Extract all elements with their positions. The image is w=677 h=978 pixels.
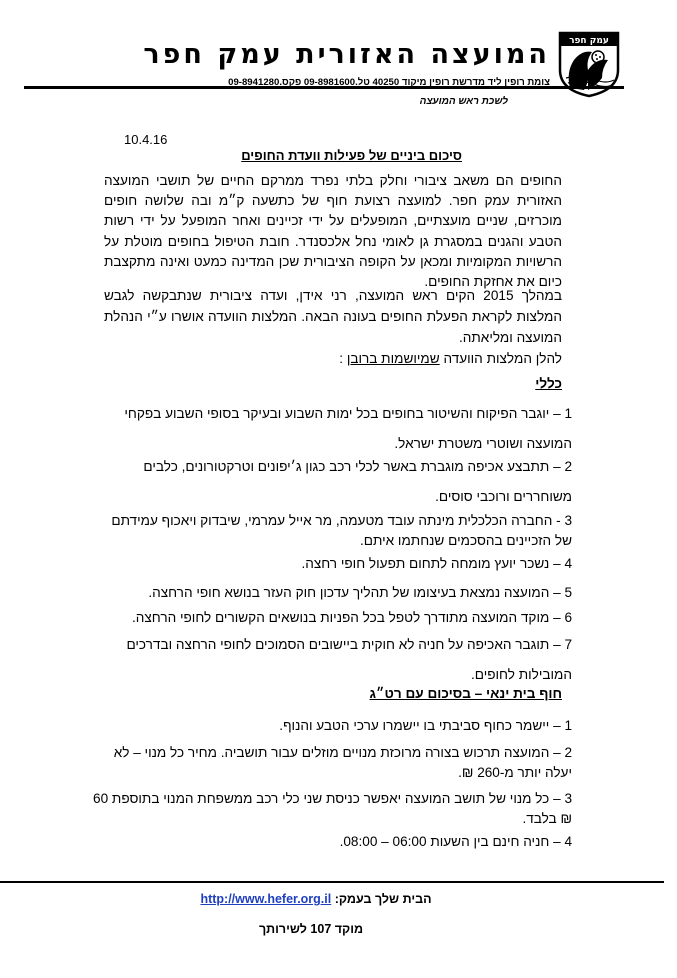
list-item: 2 – תתבצע אכיפה מוגברת באשר לכלי רכב כגון ג׳יפונים וטרקטורונים, כלבים משוחררים ורוכבי סוסים. [143, 459, 572, 504]
document-title: סיכום ביניים של פעילות וועדת החופים [241, 148, 462, 163]
hotline-text: מוקד 107 לשירותך [258, 922, 364, 936]
paragraph-intro: החופים הם משאב ציבורי וחלק בלתי נפרד ממרקם החיים של תושבי המועצה האזורית עמק חפר. למועצה רצועת חוף של כתשעה ק״מ ובה שלושה חופים מוכרזים, שניים מועצתיים, המופעלים על ידי זכיינים ואחר המופעל על ידי רשות הטבע והגנים במסגרת גן לאומי נחל אלכסנדר. חובת הטיפול בחופים מוטלת על הרשויות המקומיות ומכאן על הקופה הציבורית שכן המדינה כמעט ואינה מתקצבת כיום את אחזקת החופים. [104, 173, 562, 290]
document-date: 10.4.16 [124, 132, 168, 147]
list-item: 1 – יוגבר הפיקוח והשיטור בחופים בכל ימות השבוע ובעיקר בסופי השבוע בפקחי המועצה ושוטרי משטרת ישראל. [124, 406, 572, 451]
list-item: 2 – המועצה תרכוש בצורה מרוכזת מנויים מוזלים עבור תושביה. מחיר כל מנוי – לא יעלה יותר מ-260 ₪. [113, 745, 572, 780]
recommendations-intro [104, 350, 562, 368]
list-item: 3 - החברה הכלכלית מינתה עובד מטעמה, מר אייל עמרמי, שיבדוק ויאכוף עמידתם של הזכיינים בהסכמים שנחתמו איתם. [111, 513, 572, 548]
organization-name: המועצה האזורית עמק חפר [143, 39, 550, 70]
section-heading-beit-yanai: חוף בית ינאי – בסיכום עם רט״ג [369, 686, 562, 701]
paragraph-committee: במהלך 2015 הקים ראש המועצה, רני אידן, ועדה ציבורית שנתבקשה לגבש המלצות לקראת הפעלת החופים בעונה הבאה. המלצות הוועדה אושרו ע״י הנהלת המועצה ומליאתה. [104, 288, 562, 345]
organization-address: צומת רופין ליד מדרשת רופין מיקוד 40250 טל.09-8981600 פקס.09-8941280 [228, 77, 550, 88]
list-item: 7 – תוגבר האכיפה על חניה לא חוקית ביישובים הסמוכים לחופי הרחצה ובדרכים המובילות לחופים. [126, 637, 572, 682]
list-item: 3 – כל מנוי של תושב המועצה יאפשר כניסת שני כלי רכב ממשפחת המנוי בתוספת 60 ₪ בלבד. [93, 791, 572, 826]
intro-underlined: שמיושמות ברובן [346, 351, 440, 366]
footer-slogan-line [160, 892, 472, 906]
intro-suffix: : [339, 351, 344, 366]
header-divider [24, 86, 624, 89]
website-link[interactable]: http://www.hefer.org.il [200, 892, 332, 906]
footer-divider [0, 881, 664, 883]
office-line: לשכת ראש המועצה [419, 96, 508, 107]
list-item: 6 – מוקד המועצה מתודרך לטפל בכל הפניות בנושאים הקשורים לחופי הרחצה. [131, 610, 572, 625]
logo-text: עמק חפר [569, 36, 609, 46]
intro-prefix: להלן המלצות הוועדה [443, 351, 562, 366]
list-item: 4 – נשכר יועץ מומחה לתחום תפעול חופי רחצה. [301, 556, 572, 571]
section-heading-general: כללי [535, 376, 562, 391]
footer-slogan: הבית שלך בעמק: [334, 892, 432, 906]
list-item: 5 – המועצה נמצאת בעיצומו של תהליך עדכון חוק העזר בנושא חופי הרחצה. [148, 585, 572, 600]
list-item: 1 – יישמר כחוף סביבתי בו יישמרו ערכי הטבע והנוף. [279, 718, 572, 733]
list-item: 4 – חניה חינם בין השעות 06:00 – 08:00. [339, 834, 572, 849]
